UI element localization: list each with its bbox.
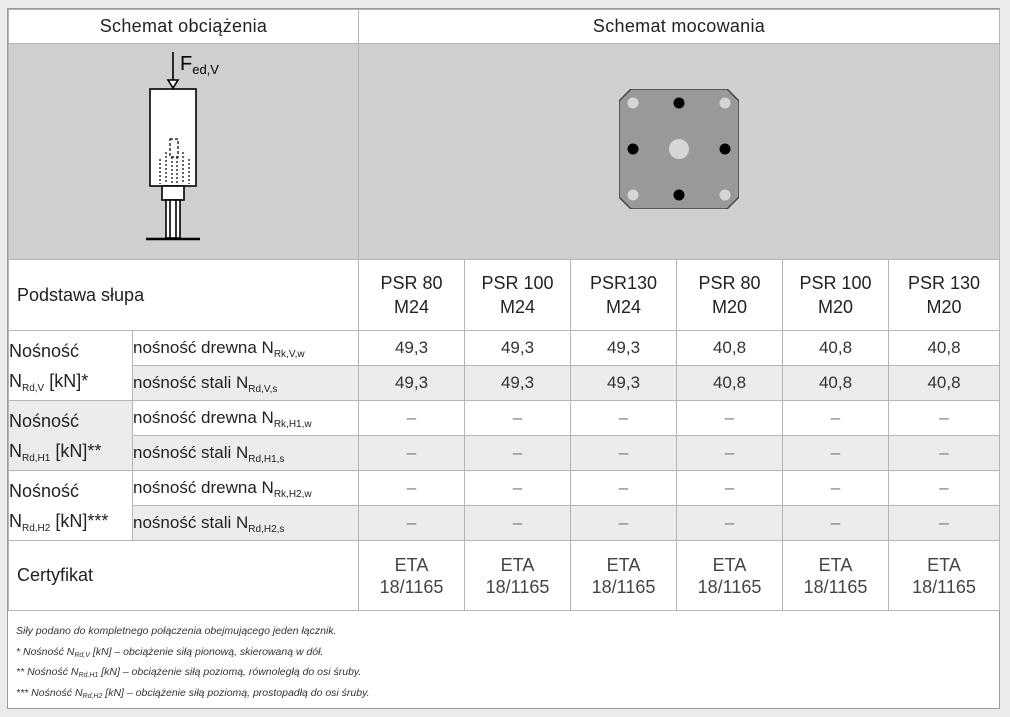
table-cell: – [571, 401, 677, 436]
product-col-3: PSR130 M24 [571, 260, 677, 331]
force-label: $F_{ed,V}$ [179, 53, 219, 77]
load-diagram-cell [9, 44, 359, 260]
table-cell: 49,3 [571, 366, 677, 401]
row-label: nośność drewna $N_{Rk,H1,w}$ [133, 401, 359, 436]
certificate-cell: ETA 18/1165 [677, 541, 783, 611]
certificate-label: Certyfikat [9, 541, 359, 611]
table-cell: – [677, 401, 783, 436]
table-cell: – [889, 506, 1000, 541]
table-cell: 49,3 [359, 366, 465, 401]
row-label: nośność drewna $N_{Rk,H2,w}$ [133, 471, 359, 506]
table-cell: – [571, 436, 677, 471]
row-label: nośność stali $N_{Rd,H2,s}$ [133, 506, 359, 541]
certificate-cell: ETA 18/1165 [571, 541, 677, 611]
row-label: nośność stali $N_{Rd,V,s}$ [133, 366, 359, 401]
table-cell: – [465, 471, 571, 506]
table-cell: – [571, 471, 677, 506]
load-scheme-header: Schemat obciążenia [9, 10, 359, 44]
table-cell: – [889, 471, 1000, 506]
table-cell: 49,3 [359, 331, 465, 366]
footnote-general: Siły podano do kompletnego połączenia obejmującego jeden łącznik. [16, 625, 337, 637]
table-cell: – [677, 506, 783, 541]
product-col-4: PSR 80 M20 [677, 260, 783, 331]
row-label: nośność drewna $N_{Rk,V,w}$ [133, 331, 359, 366]
table-cell: – [465, 401, 571, 436]
table-cell: 49,3 [465, 366, 571, 401]
certificate-cell: ETA 18/1165 [465, 541, 571, 611]
mount-plate-diagram [619, 89, 739, 209]
table-cell: – [677, 436, 783, 471]
table-cell: – [571, 506, 677, 541]
product-col-1: PSR 80 M24 [359, 260, 465, 331]
product-row-label: Podstawa słupa [9, 260, 359, 331]
table-cell: 40,8 [889, 366, 1000, 401]
table-cell: – [783, 506, 889, 541]
table-cell: – [465, 506, 571, 541]
table-cell: – [359, 506, 465, 541]
table-cell: – [889, 401, 1000, 436]
table-cell: 40,8 [677, 366, 783, 401]
mount-scheme-header: Schemat mocowania [359, 10, 1000, 44]
table-cell: 49,3 [571, 331, 677, 366]
group-label-horizontal-2: Nośność $N_{Rd,H2}$ [kN]*** [9, 471, 133, 541]
table-cell: 40,8 [783, 366, 889, 401]
table-cell: 40,8 [677, 331, 783, 366]
table-cell: – [359, 436, 465, 471]
product-col-6: PSR 130 M20 [889, 260, 1000, 331]
table-cell: – [783, 401, 889, 436]
certificate-cell: ETA 18/1165 [359, 541, 465, 611]
footnote-1: * Nośność $N_{Rd,V}$ [kN] – obciążenie siłą pionową, skierowaną w dół. [16, 645, 324, 659]
group-label-horizontal-1: Nośność $N_{Rd,H1}$ [kN]** [9, 401, 133, 471]
table-cell: – [359, 471, 465, 506]
footnote-2: ** Nośność $N_{Rd,H1}$ [kN] – obciążenie siłą poziomą, równoległą do osi śruby. [16, 666, 362, 679]
certificate-cell: ETA 18/1165 [783, 541, 889, 611]
certificate-cell: ETA 18/1165 [889, 541, 1000, 611]
table-cell: 40,8 [783, 331, 889, 366]
table-cell: – [783, 471, 889, 506]
spec-sheet [7, 8, 1000, 709]
table-cell: – [783, 436, 889, 471]
mount-diagram-cell [359, 44, 1000, 260]
row-label: nośność stali $N_{Rd,H1,s}$ [133, 436, 359, 471]
table-cell: – [359, 401, 465, 436]
table-cell: – [889, 436, 1000, 471]
product-col-2: PSR 100 M24 [465, 260, 571, 331]
footnote-3: *** Nośność $N_{Rd,H2}$ [kN] – obciążenie siłą poziomą, prostopadłą do osi śruby. [16, 686, 370, 700]
product-col-5: PSR 100 M20 [783, 260, 889, 331]
table-cell: – [677, 471, 783, 506]
table-cell: 40,8 [889, 331, 1000, 366]
table-cell: 49,3 [465, 331, 571, 366]
capacity-table [8, 9, 1000, 611]
table-cell: – [465, 436, 571, 471]
load-diagram [114, 44, 254, 254]
group-label-vertical: Nośność $N_{Rd,V}$ [kN]* [9, 331, 133, 401]
footnotes [8, 611, 999, 703]
